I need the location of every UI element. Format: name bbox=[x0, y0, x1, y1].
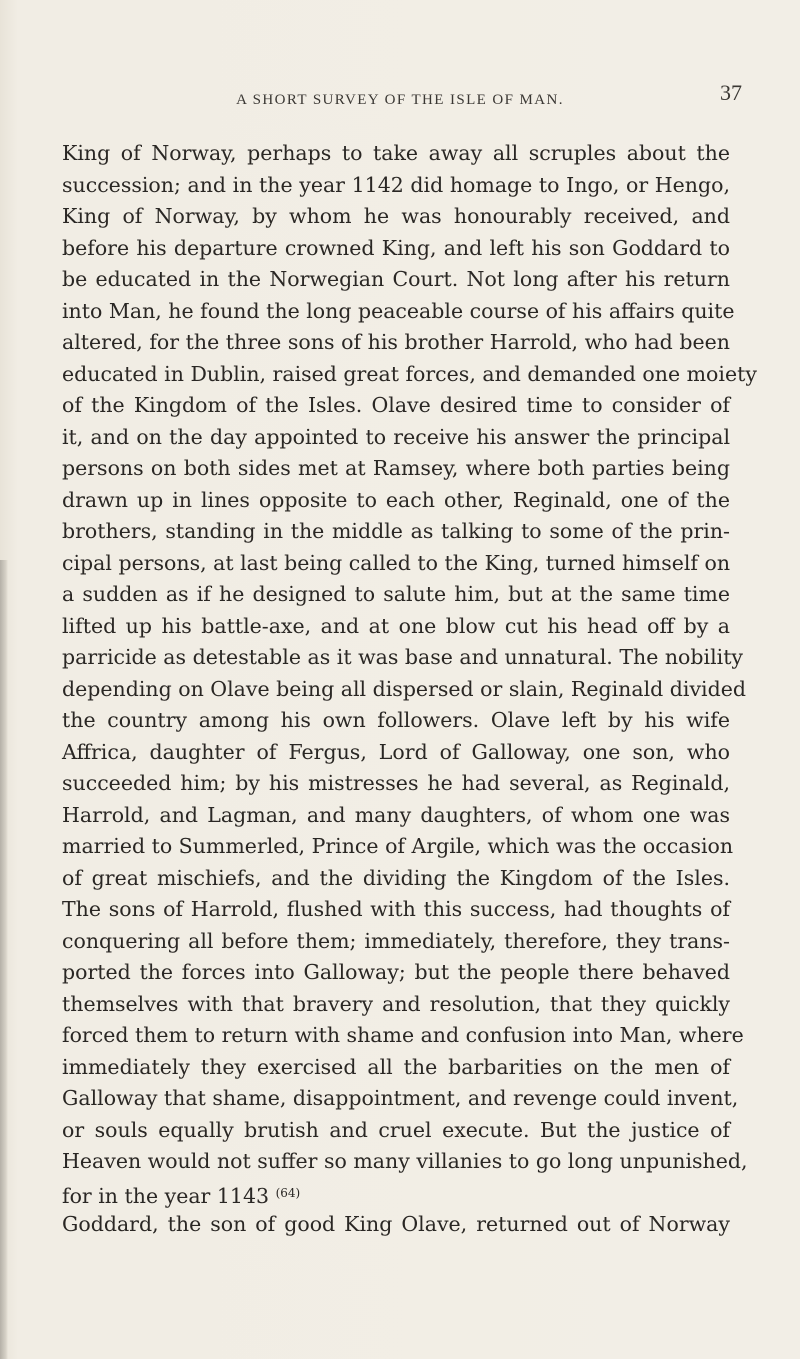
text-line: into Man, he found the long peaceable course of his affairs quite bbox=[62, 298, 735, 323]
text-line: of great mischiefs, and the dividing the Kingdom of the Isles. bbox=[62, 865, 730, 890]
text-line: King of Norway, by whom he was honourably received, and bbox=[62, 204, 730, 228]
text-line: cipal persons, at last being called to the King, turned himself on bbox=[62, 550, 731, 575]
text-line-fragment: for in the year 1143 bbox=[62, 1183, 270, 1208]
text-line: or souls equally brutish and cruel execute. But the justice of bbox=[62, 1117, 730, 1142]
text-line-with-footnote bbox=[62, 1178, 730, 1210]
running-title: A SHORT SURVEY OF THE ISLE OF MAN. bbox=[236, 92, 564, 108]
text-line: King of Norway, perhaps to take away all scruples about the bbox=[62, 141, 730, 165]
text-line: immediately they exercised all the barbarities on the men of bbox=[62, 1054, 730, 1079]
text-line: The sons of Harrold, flushed with this success, had thoughts of bbox=[62, 897, 730, 921]
text-line: lifted up his battle-axe, and at one blow cut his head off by a bbox=[62, 613, 730, 638]
text-line: succession; and in the year 1142 did homage to Ingo, or Hengo, bbox=[62, 172, 730, 197]
text-line: persons on both sides met at Ramsey, where both parties being bbox=[62, 456, 730, 480]
text-line: Goddard, the son of good King Olave, returned out of Norway bbox=[62, 1212, 730, 1236]
text-line: the country among his own followers. Olave left by his wife bbox=[62, 708, 730, 732]
text-line: parricide as detestable as it was base and unnatural. The nobility bbox=[62, 645, 744, 669]
text-line: it, and on the day appointed to receive his answer the principal bbox=[62, 424, 730, 449]
body-text bbox=[62, 138, 757, 1241]
text-line: depending on Olave being all dispersed or slain, Reginald divided bbox=[62, 676, 746, 701]
text-line: forced them to return with shame and confusion into Man, where bbox=[62, 1023, 744, 1047]
text-line: Galloway that shame, disappointment, and revenge could invent, bbox=[62, 1086, 739, 1110]
page-number: 37 bbox=[720, 80, 742, 105]
footnote-marker: (64) bbox=[275, 1185, 301, 1200]
binding-shadow bbox=[0, 560, 8, 1359]
text-line: be educated in the Norwegian Court. Not long after his return bbox=[62, 267, 730, 291]
text-line: altered, for the three sons of his brother Harrold, who had been bbox=[62, 330, 730, 354]
text-line: conquering all before them; immediately, therefore, they trans- bbox=[62, 928, 730, 953]
text-line: themselves with that bravery and resolution, that they quickly bbox=[62, 991, 730, 1016]
text-line: Heaven would not suffer so many villanies to go long unpunished, bbox=[62, 1149, 748, 1173]
text-line: Affrica, daughter of Fergus, Lord of Galloway, one son, who bbox=[62, 739, 730, 764]
text-line: before his departure crowned King, and left his son Goddard to bbox=[62, 235, 730, 260]
text-line: educated in Dublin, raised great forces, and demanded one moiety bbox=[62, 361, 757, 386]
text-line: married to Summerled, Prince of Argile, which was the occasion bbox=[62, 834, 734, 858]
text-line: ported the forces into Galloway; but the people there behaved bbox=[62, 960, 730, 984]
text-line: of the Kingdom of the Isles. Olave desired time to consider of bbox=[62, 393, 730, 417]
text-line: Harrold, and Lagman, and many daughters, of whom one was bbox=[62, 802, 730, 827]
running-head bbox=[0, 80, 800, 114]
text-line: succeeded him; by his mistresses he had several, as Reginald, bbox=[62, 771, 730, 795]
text-line: brothers, standing in the middle as talking to some of the prin- bbox=[62, 519, 730, 543]
text-line: drawn up in lines opposite to each other, Reginald, one of the bbox=[62, 487, 730, 512]
text-line: a sudden as if he designed to salute him, but at the same time bbox=[62, 582, 730, 606]
